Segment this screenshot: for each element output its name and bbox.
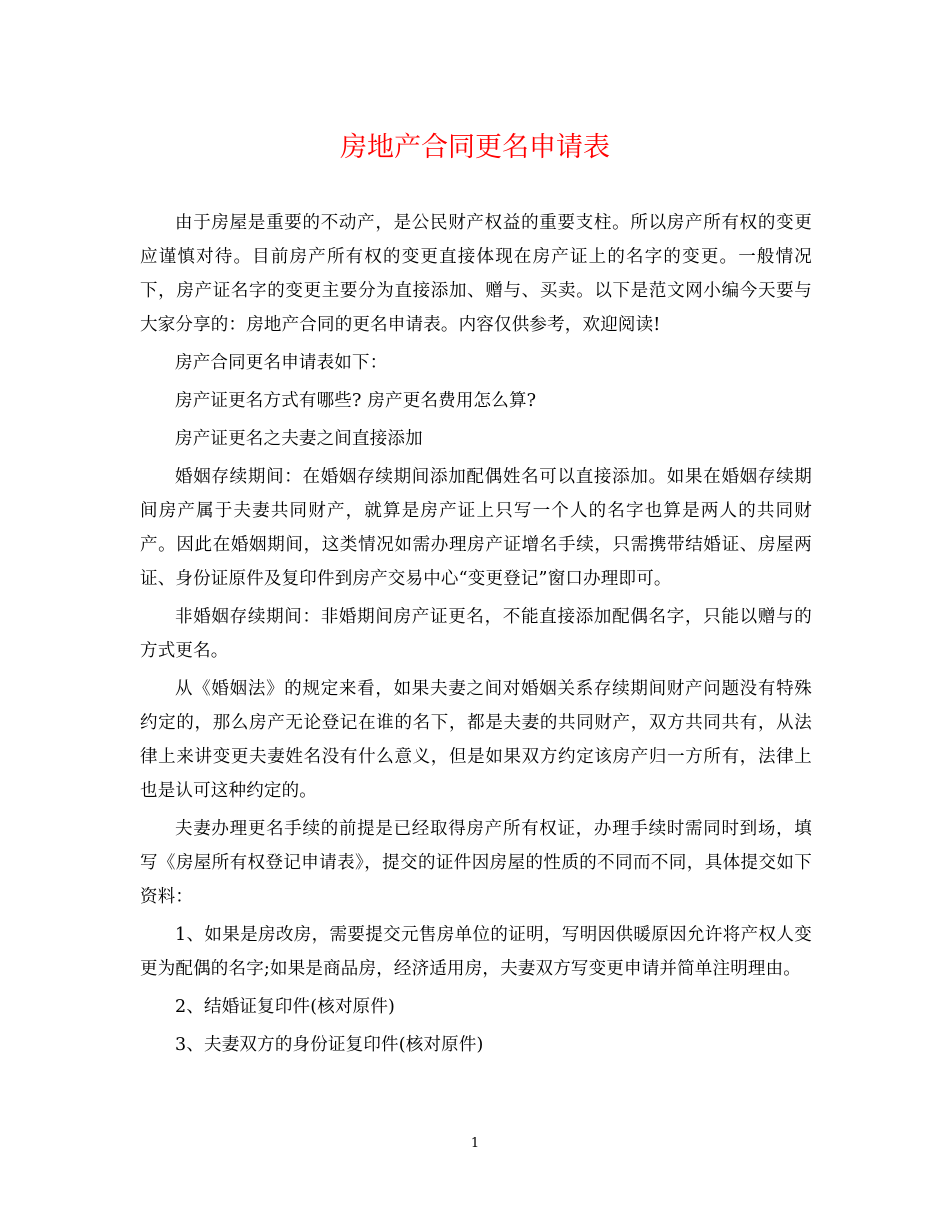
- paragraph-marriage-law: 从《婚姻法》的规定来看，如果夫妻之间对婚姻关系存续期间财产问题没有特殊约定的，那么房产无论登记在谁的名下，都是夫妻的共同财产，双方共同共有，从法律上来讲变更夫妻姓名没有什么意义，但是如果双方约定该房产归一方所有，法律上也是认可这种约定的。: [140, 679, 812, 801]
- document-body: [140, 206, 812, 1066]
- paragraph-subheading: 房产证更名之夫妻之间直接添加: [175, 429, 423, 449]
- list-item-2: 2、结婚证复印件(核对原件): [175, 997, 396, 1017]
- list-item-1: 1、如果是房改房，需要提交元售房单位的证明，写明因供暖原因允许将产权人变更为配偶的名字;如果是商品房，经济适用房，夫妻双方写变更申请并简单注明理由。: [140, 925, 812, 979]
- page-number: 1: [470, 1136, 480, 1151]
- document-title: 房地产合同更名申请表: [340, 132, 610, 163]
- paragraph-form-intro: 房产合同更名申请表如下：: [175, 353, 388, 373]
- paragraph-marriage-period: 婚姻存续期间：在婚姻存续期间添加配偶姓名可以直接添加。如果在婚姻存续期间房产属于夫妻共同财产，就算是房产证上只写一个人的名字也算是两人的共同财产。因此在婚姻期间，这类情况如需办理房产证增名手续，只需携带结婚证、房屋两证、身份证原件及复印件到房产交易中心“变更登记”窗口办理即可。: [140, 467, 812, 589]
- paragraph-non-marriage-period: 非婚姻存续期间：非婚期间房产证更名，不能直接添加配偶名字，只能以赠与的方式更名。: [140, 607, 812, 661]
- paragraph-procedure: 夫妻办理更名手续的前提是已经取得房产所有权证，办理手续时需同时到场，填写《房屋所有权登记申请表》，提交的证件因房屋的性质的不同而不同，具体提交如下资料：: [140, 819, 812, 907]
- paragraph-intro: 由于房屋是重要的不动产，是公民财产权益的重要支柱。所以房产所有权的变更应谨慎对待。目前房产所有权的变更直接体现在房产证上的名字的变更。一般情况下，房产证名字的变更主要分为直接添加、赠与、买卖。以下是范文网小编今天要与大家分享的：房地产合同的更名申请表。内容仅供参考，欢迎阅读!: [140, 213, 812, 335]
- list-item-3: 3、夫妻双方的身份证复印件(核对原件): [175, 1035, 484, 1055]
- paragraph-question: 房产证更名方式有哪些? 房产更名费用怎么算?: [175, 391, 537, 411]
